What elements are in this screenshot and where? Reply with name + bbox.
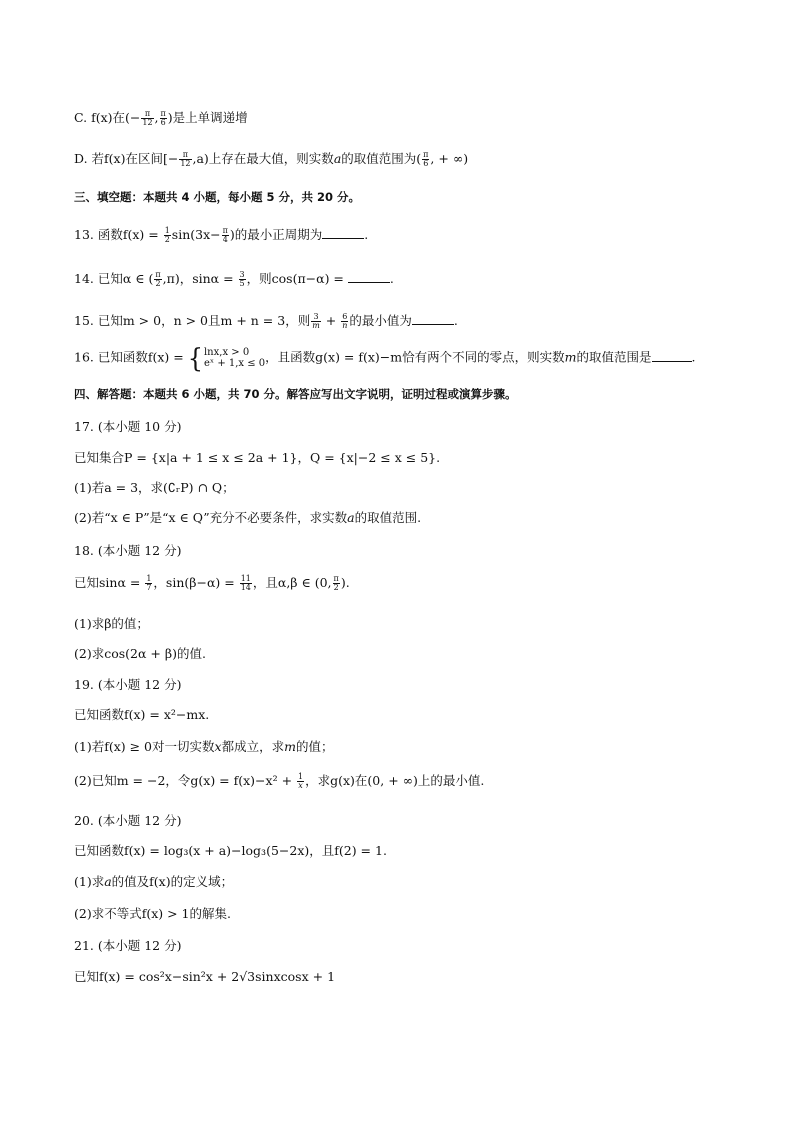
answer-blank <box>412 312 454 325</box>
section-4-heading: 四、解答题：本题共 6 小题，共 70 分。解答应写出文字说明，证明过程或演算步骤。 <box>74 387 517 401</box>
denominator: 6 <box>160 118 166 127</box>
denominator: 7 <box>146 583 152 592</box>
option-d-text: 的取值范围为( <box>341 151 422 166</box>
q17-text: (2)若“x ∈ P”是“x ∈ Q”充分不必要条件，求实数 <box>74 510 348 525</box>
q19-text: 都成立，求 <box>221 739 285 754</box>
q20-stem: 已知函数f(x) = log₃(x + a)−log₃(5−2x)，且f(2) = 1. <box>74 843 387 858</box>
option-c-text: C. f(x)在(− <box>74 110 141 125</box>
q15-text: 15. 已知m > 0，n > 0且m + n = 3，则 <box>74 313 311 328</box>
fraction <box>240 575 252 592</box>
fraction <box>333 575 340 592</box>
numerator: π <box>141 110 153 119</box>
q20-heading: 20. (本小题 12 分) <box>74 813 182 828</box>
option-d-text: ,a)上存在最大值，则实数 <box>192 151 334 166</box>
variable: x <box>214 739 222 754</box>
fraction <box>145 575 152 592</box>
section-3-heading: 三、填空题：本题共 4 小题，每小题 5 分，共 20 分。 <box>74 190 361 204</box>
q17-text: 的取值范围. <box>354 510 422 525</box>
q18-stem <box>74 575 350 592</box>
fraction <box>160 110 167 127</box>
q15-text: + <box>321 313 341 328</box>
numerator: 3 <box>311 313 321 322</box>
q19-text: 的值； <box>295 739 334 754</box>
denominator: x <box>298 781 303 790</box>
q20-part-1 <box>74 874 233 890</box>
q17-part-1: (1)若a = 3，求(∁ᵣP) ∩ Q； <box>74 480 235 495</box>
piece-1: lnx,x > 0 <box>203 347 250 358</box>
q19-part-1 <box>74 739 333 755</box>
variable: m <box>284 739 296 754</box>
q14-text: ,π)，sinα = <box>162 271 238 286</box>
q18-text: ，且α,β ∈ (0, <box>252 575 332 590</box>
q13-text: sin(3x− <box>171 227 221 242</box>
numerator: π <box>160 109 166 118</box>
question-15: 15. 已知m > 0，n > 0且m + n = 3，则 $\frac{3}{m}$ + $\frac{6}{n}$ 的最小值为 . <box>74 312 458 330</box>
numerator: 1 <box>146 574 152 583</box>
numerator: 6 <box>342 312 348 321</box>
q13-text: )的最小正周期为 <box>229 227 323 242</box>
fraction <box>164 227 171 244</box>
q18-heading: 18. (本小题 12 分) <box>74 543 182 558</box>
q19-text: ，求g(x)在(0, + ∞)上的最小值. <box>305 773 485 788</box>
brace-icon: { <box>187 342 203 374</box>
numerator: π <box>222 226 228 235</box>
denominator: 14 <box>240 583 251 592</box>
answer-blank <box>322 226 364 239</box>
denominator: 4 <box>222 235 228 244</box>
denominator: 5 <box>239 279 245 288</box>
numerator: 3 <box>239 270 245 279</box>
fraction <box>297 773 304 790</box>
fraction <box>341 313 348 330</box>
q20-text: (1)求 <box>74 874 105 889</box>
answer-blank <box>652 349 692 362</box>
numerator: 1 <box>298 772 304 781</box>
fraction <box>154 271 161 288</box>
variable: m <box>564 349 577 365</box>
denominator: 12 <box>180 159 191 168</box>
question-14: 14. 已知α ∈ ( $\frac{\pi}{2}$ ,π)，sinα = $\frac{3}{5}$ ，则cos(π−α) = . <box>74 270 394 288</box>
option-c-text: )是上单调递增 <box>167 110 248 125</box>
q14-text: 14. 已知α ∈ ( <box>74 271 154 286</box>
fraction <box>422 151 429 168</box>
denominator: 6 <box>423 159 429 168</box>
fraction <box>141 110 153 127</box>
denominator: n <box>342 321 348 330</box>
q18-text: ，sin(β−α) = <box>153 575 239 590</box>
question-16: 16. 已知函数f(x) = { lnx,x > 0 eˣ + 1,x ≤ 0 ，且函数g(x) = f(x)−m恰有两个不同的零点，则实数m的取值范围是 . <box>74 342 696 374</box>
numerator: π <box>179 151 191 160</box>
option-d-text: D. 若f(x)在区间[− <box>74 151 179 166</box>
q17-part-2 <box>74 510 421 526</box>
option-c-text: , <box>154 110 159 125</box>
option-d-text: , + ∞) <box>430 151 469 166</box>
q16-text: 16. 已知函数f(x) = <box>74 349 188 365</box>
q17-stem: 已知集合P = {x|a + 1 ≤ x ≤ 2a + 1}，Q = {x|−2 ≤ x ≤ 5}. <box>74 450 441 465</box>
q15-text: 的最小值为 <box>349 313 412 328</box>
variable: a <box>347 510 355 525</box>
q18-text: 已知sinα = <box>74 575 145 590</box>
denominator: 2 <box>333 583 339 592</box>
q16-text: ，且函数g(x) = f(x)−m恰有两个不同的零点，则实数 <box>265 349 565 365</box>
denominator: 2 <box>164 235 170 244</box>
q13-text: 13. 函数f(x) = <box>74 227 163 242</box>
q19-part-2 <box>74 773 484 790</box>
option-d <box>74 151 468 168</box>
q18-part-2: (2)求cos(2α + β)的值. <box>74 646 206 661</box>
fraction <box>311 313 321 330</box>
q19-text: (1)若f(x) ≥ 0对一切实数 <box>74 739 215 754</box>
option-c <box>74 110 248 127</box>
fraction <box>179 151 191 168</box>
q19-stem: 已知函数f(x) = x²−mx. <box>74 707 210 722</box>
variable: a <box>104 874 112 889</box>
answer-blank <box>348 270 390 283</box>
denominator: 12 <box>142 118 153 127</box>
q19-heading: 19. (本小题 12 分) <box>74 677 182 692</box>
q19-text: (2)已知m = −2，令g(x) = f(x)−x² + <box>74 773 297 788</box>
variable: a <box>333 151 342 166</box>
piece-2: eˣ + 1,x ≤ 0 <box>203 358 266 369</box>
q21-heading: 21. (本小题 12 分) <box>74 938 182 953</box>
q14-text: ，则cos(π−α) = <box>246 271 348 286</box>
numerator: π <box>333 574 339 583</box>
fraction <box>222 227 229 244</box>
denominator: m <box>312 321 320 330</box>
q17-heading: 17. (本小题 10 分) <box>74 419 182 434</box>
q20-part-2: (2)求不等式f(x) > 1的解集. <box>74 906 231 921</box>
q16-text: 的取值范围是 <box>576 349 652 365</box>
numerator: π <box>155 270 161 279</box>
numerator: 1 <box>164 226 170 235</box>
denominator: 2 <box>155 279 161 288</box>
question-13: 13. 函数f(x) = $\frac{1}{2}$ sin(3x− $\frac{\pi}{4}$ )的最小正周期为 . <box>74 226 369 244</box>
q18-part-1: (1)求β的值； <box>74 616 149 631</box>
piecewise <box>204 347 265 369</box>
q21-stem: 已知f(x) = cos²x−sin²x + 2√3sinxcosx + 1 <box>74 969 336 984</box>
fraction <box>239 271 246 288</box>
q20-text: 的值及f(x)的定义域； <box>111 874 234 889</box>
numerator: π <box>423 150 429 159</box>
numerator: 11 <box>240 574 251 583</box>
q18-text: ). <box>340 575 350 590</box>
